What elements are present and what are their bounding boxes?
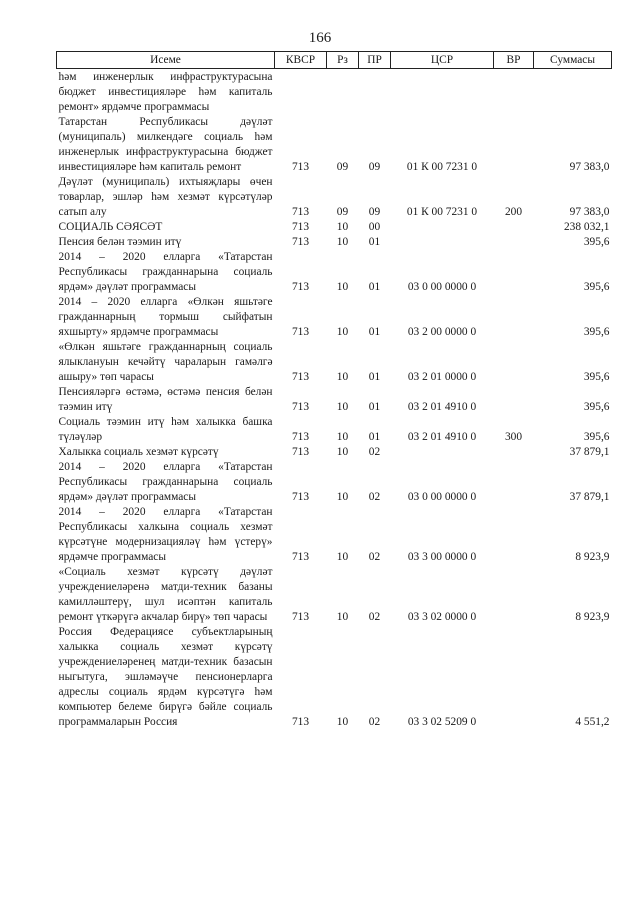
- row-name: Дәүләт (муниципаль) ихтыяҗлары өчен товарлар, эшләр һәм хезмәт күрсәтүләр сатып алу: [58, 176, 273, 218]
- row-kvsr: 713: [291, 611, 310, 623]
- row-vr: [494, 385, 534, 415]
- table-row: [57, 235, 612, 250]
- column-header-csr: ЦСР: [391, 52, 494, 69]
- row-rz: 10: [336, 401, 349, 413]
- row-vr: [494, 565, 534, 625]
- table-row: [57, 115, 612, 175]
- row-vr: 300: [504, 431, 523, 443]
- row-vr: [494, 625, 534, 730]
- row-csr: 03 2 01 4910 0: [407, 431, 477, 443]
- row-kvsr: 713: [291, 446, 310, 458]
- table-row: [57, 295, 612, 340]
- row-kvsr: 713: [291, 716, 310, 728]
- row-csr: 03 3 02 0000 0: [407, 611, 477, 623]
- row-pr: 01: [368, 371, 381, 383]
- row-pr: 02: [368, 446, 381, 458]
- row-kvsr: 713: [291, 206, 310, 218]
- row-sum: 8 923,9: [575, 551, 610, 563]
- row-csr: [391, 445, 494, 460]
- row-name: 2014 – 2020 елларга «Татарстан Республикасы гражданнарына социаль ярдәм» дәүләт программасы: [58, 461, 273, 503]
- row-vr: [494, 69, 534, 116]
- column-header-vr: ВР: [494, 52, 534, 69]
- table-row: [57, 565, 612, 625]
- row-csr: 03 2 01 0000 0: [407, 371, 477, 383]
- row-rz: 09: [336, 206, 349, 218]
- row-pr: 02: [368, 611, 381, 623]
- row-pr: 09: [368, 206, 381, 218]
- row-name: «Социаль хезмәт күрсәтү дәүләт учреждениеләренә матди-техник базаны камилләштерү, шул исәптән капиталь ремонт үткәрүгә акчалар бирү» төп чарасы: [58, 566, 273, 623]
- row-csr: 03 2 00 0000 0: [407, 326, 477, 338]
- row-csr: 03 3 00 0000 0: [407, 551, 477, 563]
- row-vr: [494, 295, 534, 340]
- row-vr: [494, 505, 534, 565]
- row-csr: 03 0 00 0000 0: [407, 281, 477, 293]
- row-sum: 395,6: [583, 326, 610, 338]
- row-csr: [391, 69, 494, 116]
- table-row: [57, 445, 612, 460]
- row-name: Социаль тәэмин итү һәм халыкка башка түләүләр: [58, 416, 273, 443]
- row-csr: 03 3 02 5209 0: [407, 716, 477, 728]
- row-vr: [494, 250, 534, 295]
- row-sum: 97 383,0: [569, 161, 610, 173]
- row-pr: 02: [368, 551, 381, 563]
- row-vr: [494, 220, 534, 235]
- column-header-pr: ПР: [359, 52, 391, 69]
- row-rz: 10: [336, 221, 349, 233]
- table-row: [57, 220, 612, 235]
- row-kvsr: [275, 69, 327, 116]
- row-sum: 37 879,1: [569, 446, 610, 458]
- row-sum: 238 032,1: [563, 221, 610, 233]
- row-name: Татарстан Республикасы дәүләт (муниципаль) милкендәге социаль һәм инженерлык инфраструктурасына бюджет инвестицияләре һәм капиталь ремонт: [58, 116, 273, 173]
- row-name: 2014 – 2020 елларга «Татарстан Республикасы гражданнарына социаль ярдәм» дәүләт программасы: [58, 251, 273, 293]
- table-row: [57, 625, 612, 730]
- row-vr: [494, 115, 534, 175]
- row-csr: [391, 220, 494, 235]
- column-header-kvsr: КВСР: [275, 52, 327, 69]
- row-kvsr: 713: [291, 431, 310, 443]
- row-name: 2014 – 2020 елларга «Татарстан Республикасы халкына социаль хезмәт күрсәтүне модернизацияләү һәм үстерү» ярдәмче программасы: [58, 506, 273, 563]
- row-kvsr: 713: [291, 491, 310, 503]
- row-vr: [494, 460, 534, 505]
- row-vr: 200: [504, 206, 523, 218]
- row-name: Пенсия белән тәэмин итү: [58, 236, 182, 248]
- row-csr: 01 К 00 7231 0: [406, 161, 478, 173]
- table-row: [57, 385, 612, 415]
- row-rz: 10: [336, 326, 349, 338]
- row-pr: 01: [368, 281, 381, 293]
- row-rz: 10: [336, 446, 349, 458]
- row-pr: 01: [368, 236, 381, 248]
- row-rz: 09: [336, 161, 349, 173]
- row-csr: [391, 235, 494, 250]
- row-pr: 01: [368, 326, 381, 338]
- row-vr: [494, 340, 534, 385]
- column-header-rz: Рз: [327, 52, 359, 69]
- row-sum: 37 879,1: [569, 491, 610, 503]
- column-header-sum: Суммасы: [534, 52, 612, 69]
- budget-table: [56, 51, 612, 730]
- page-number: 166: [308, 30, 332, 46]
- row-kvsr: 713: [291, 236, 310, 248]
- row-kvsr: 713: [291, 281, 310, 293]
- row-sum: 395,6: [583, 401, 610, 413]
- row-vr: [494, 235, 534, 250]
- row-name: 2014 – 2020 елларга «Өлкән яшьтәге гражданнарның тормыш сыйфатын яхшырту» ярдәмче программасы: [58, 296, 273, 338]
- row-sum: 8 923,9: [575, 611, 610, 623]
- row-sum: 395,6: [583, 371, 610, 383]
- table-row: [57, 505, 612, 565]
- row-rz: 10: [336, 611, 349, 623]
- table-row: [57, 69, 612, 116]
- row-rz: 10: [336, 281, 349, 293]
- row-pr: 01: [368, 401, 381, 413]
- row-kvsr: 713: [291, 326, 310, 338]
- row-rz: [327, 69, 359, 116]
- row-pr: 02: [368, 716, 381, 728]
- table-body: [57, 69, 612, 731]
- row-name: Пенсияләргә өстәмә, өстәмә пенсия белән тәэмин итү: [58, 386, 273, 413]
- table-row: [57, 340, 612, 385]
- row-sum: 395,6: [583, 281, 610, 293]
- row-csr: 01 К 00 7231 0: [406, 206, 478, 218]
- row-name: Россия Федерациясе субъектларының халыкка социаль хезмәт күрсәтү учреждениеләренең матди-техник базасын ныгытуга, эшләмәүче пенсионерларга адреслы социаль ярдәм күрсәтүгә һәм компьютер белеме бирүгә бәйле социаль программаларын Россия: [58, 626, 273, 728]
- row-name: «Өлкән яшьтәге гражданнарның социаль ялыклануын кечәйтү чараларын гамәлгә ашыру» төп чарасы: [58, 341, 273, 383]
- row-pr: [359, 69, 391, 116]
- row-pr: 09: [368, 161, 381, 173]
- row-rz: 10: [336, 371, 349, 383]
- row-pr: 01: [368, 431, 381, 443]
- row-sum: 4 551,2: [575, 716, 610, 728]
- table-row: [57, 415, 612, 445]
- row-kvsr: 713: [291, 401, 310, 413]
- row-kvsr: 713: [291, 551, 310, 563]
- row-kvsr: 713: [291, 371, 310, 383]
- table-row: [57, 250, 612, 295]
- row-vr: [494, 445, 534, 460]
- row-rz: 10: [336, 551, 349, 563]
- row-kvsr: 713: [291, 221, 310, 233]
- table-row: [57, 460, 612, 505]
- row-name: һәм инженерлык инфраструктурасына бюджет инвестицияләре һәм капиталь ремонт» ярдәмче программасы: [58, 71, 273, 113]
- row-csr: 03 2 01 4910 0: [407, 401, 477, 413]
- row-sum: 395,6: [583, 431, 610, 443]
- row-rz: 10: [336, 431, 349, 443]
- row-rz: 10: [336, 236, 349, 248]
- row-name: Халыкка социаль хезмәт күрсәтү: [58, 446, 219, 458]
- table-header-row: [57, 52, 612, 69]
- column-header-name: Исеме: [57, 52, 275, 69]
- table-row: [57, 175, 612, 220]
- row-rz: 10: [336, 491, 349, 503]
- row-sum: 97 383,0: [569, 206, 610, 218]
- row-csr: 03 0 00 0000 0: [407, 491, 477, 503]
- row-name: СОЦИАЛЬ СӘЯСӘТ: [58, 221, 163, 233]
- row-kvsr: 713: [291, 161, 310, 173]
- row-pr: 02: [368, 491, 381, 503]
- row-sum: 395,6: [583, 236, 610, 248]
- row-rz: 10: [336, 716, 349, 728]
- row-sum: [534, 69, 612, 116]
- row-pr: 00: [368, 221, 381, 233]
